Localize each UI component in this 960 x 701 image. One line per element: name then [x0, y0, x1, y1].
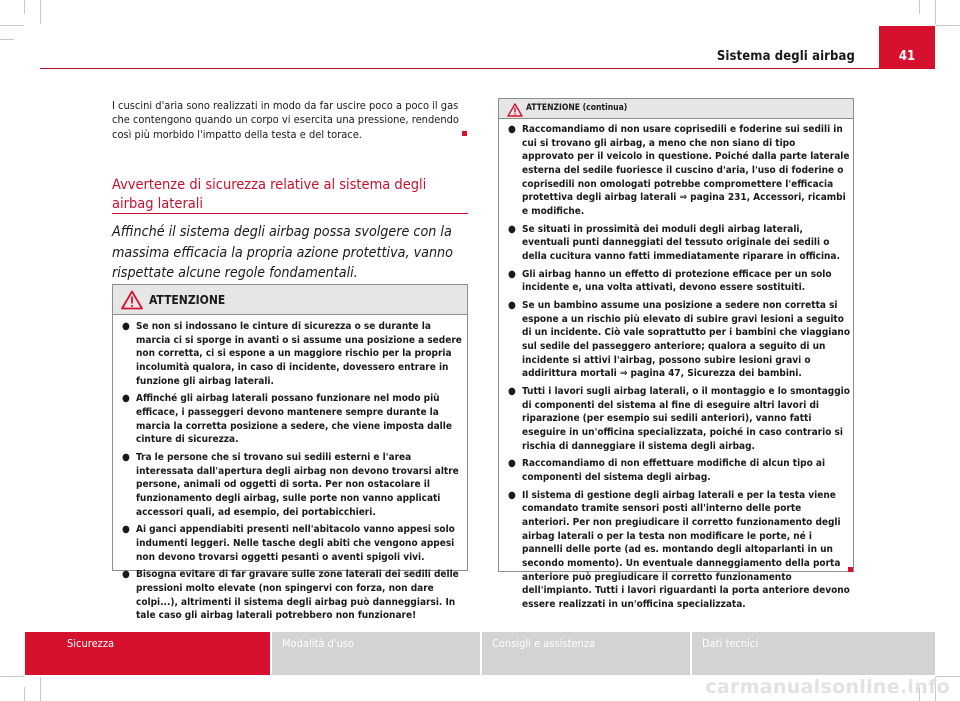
crop-mark: [935, 0, 936, 24]
tab-consigli-e-assistenza[interactable]: [482, 632, 690, 675]
running-header-title: Sistema degli airbag: [716, 49, 855, 64]
section-heading: Avvertenze di sicurezza relative al sistema degli airbag laterali: [112, 177, 427, 212]
end-of-section-marker: [848, 567, 853, 572]
end-of-section-marker: [462, 131, 467, 136]
warning-box-right: [498, 98, 854, 610]
section-heading-rule: [112, 213, 468, 214]
warning-title-continued: ATTENZIONE (continua): [526, 103, 628, 113]
tab-label: Modalità d'uso: [282, 637, 355, 650]
warning-triangle-icon: [507, 102, 523, 121]
warning-item: [120, 523, 462, 564]
warning-item-text: Bisogna evitare di far gravare sulle zone laterali dei sedili delle pressioni molto elevate (non spingervi con forza, non dare colpi...), altrimenti il sistema degli airbag può danneggiarsi. In tale caso gli airbag laterali potrebbero non funzionare!: [136, 569, 459, 622]
warning-item-text: Raccomandiamo di non effettuare modifiche di alcun tipo ai componenti del sistema degli airbag.: [522, 458, 826, 483]
warning-triangle-icon: [121, 290, 143, 314]
bullet-icon: ●: [508, 386, 516, 397]
warning-header-continued: [499, 99, 853, 119]
tab-label: Consigli e assistenza: [492, 637, 596, 650]
warning-item-text: Tra le persone che si trovano sui sedili esterni e l'area interessata dall'apertura degli airbag non devono trovarsi altre persone, animali od oggetti di sorta. Per non ostacolare il funzionamento degli airbag, sulle porte non vanno applicati accessori quali, ad esempio, dei portabicchieri.: [136, 452, 459, 518]
warning-box-left: [112, 284, 468, 622]
bullet-icon: ●: [122, 321, 130, 332]
warning-item-text: Ai ganci appendiabiti presenti nell'abitacolo vanno appesi solo indumenti leggeri. Nelle tasche degli abiti che vengono appesi non devono trovarsi oggetti pesanti o aventi spigoli vivi.: [136, 524, 455, 563]
crop-mark: [40, 677, 41, 701]
bullet-icon: ●: [508, 124, 516, 135]
warning-item: [506, 268, 850, 295]
bullet-icon: ●: [508, 268, 516, 280]
tab-label: Dati tecnici: [702, 637, 759, 650]
lead-paragraph: Affinché il sistema degli airbag possa svolgere con la massima efficacia la propria azione protettiva, vanno rispettate alcune regole fondamentali.: [112, 224, 453, 281]
bullet-icon: ●: [122, 569, 130, 581]
warning-item-text: Gli airbag hanno un effetto di protezione efficace per un solo incidente e, una volta attivati, devono essere sostituiti.: [522, 268, 832, 294]
warning-item: [120, 568, 462, 623]
header-rule: [40, 68, 935, 69]
warning-item: [506, 123, 850, 218]
bullet-icon: ●: [122, 524, 130, 536]
crop-mark: [24, 687, 25, 701]
warning-item: [120, 320, 462, 388]
bullet-icon: ●: [508, 489, 516, 501]
crop-mark: [40, 0, 41, 24]
warning-item: [506, 385, 850, 453]
warning-item-text: Il sistema di gestione degli airbag laterali e per la testa viene comandato tramite sensori posti all'interno delle porte anteriori. Per non pregiudicare il corretto funzionamento degli airbag laterali o per la testa non modificare le porte, né i pannelli delle porte (ad es. montando degli altoparlanti in un secondo momento). Un eventuale danneggiamento della porta anteriore può pregiudicare il corretto funzionamento dell'impianto. Tutti i lavori riguardanti la porta anteriore devono essere realizzati in un'officina specializzata.: [522, 489, 850, 610]
warning-item-text: Raccomandiamo di non usare coprisedili e foderine sui sedili in cui si trovano gli airbag, a meno che non siano di tipo approvato per il veicolo in questione. Poiché dalla parte laterale esterna del sedile fuoriesce il cuscino d'aria, l'uso di foderine o coprisedili non omologati potrebbe compromettere l'efficacia protettiva degli airbag laterali ⇒ pagina 231, Accessori, ricambi e modifiche.: [522, 124, 850, 217]
crop-mark: [0, 25, 24, 26]
warning-item-text: Tutti i lavori sugli airbag laterali, o il montaggio e lo smontaggio di componenti del sistema al fine di eseguire altri lavori di riparazione (per esempio sui sedili anteriori), vanno fatti eseguire in un'officina specializzata, poiché in caso contrario si rischia di danneggiare il sistema degli airbag.: [522, 386, 850, 452]
warning-item: [506, 457, 850, 484]
tab-dati-tecnici[interactable]: [692, 632, 935, 675]
intro-paragraph: I cuscini d'aria sono realizzati in modo da far uscire poco a poco il gas che contengono quando un corpo vi esercita una pressione, rendendo così più morbido l'impatto della testa e del torace.: [112, 99, 459, 141]
tab-modalita-duso[interactable]: [272, 632, 480, 675]
warning-item: [120, 451, 462, 519]
crop-mark: [936, 25, 960, 26]
warning-item: [506, 489, 850, 612]
watermark-text: carmanualsonline.info: [705, 676, 950, 698]
warning-item-text: Se un bambino assume una posizione a sedere non corretta si espone a un rischio più elevato di subire gravi lesioni a seguito di un incidente. Ciò vale soprattutto per i bambini che viaggiano sul sedile del passeggero anteriore; qualora a seguito di un incidente si attivi l'airbag, possono subire lesioni gravi o addirittura mortali ⇒ pagina 47, Sicurezza dei bambini.: [522, 300, 851, 380]
bullet-icon: ●: [508, 458, 516, 470]
crop-mark: [0, 676, 24, 677]
crop-mark: [0, 39, 14, 40]
bullet-icon: ●: [122, 452, 130, 463]
bullet-icon: ●: [508, 300, 516, 312]
bullet-icon: ●: [508, 223, 516, 235]
warning-list-left: [120, 320, 462, 627]
page-number: 41: [898, 49, 916, 64]
tab-sicurezza[interactable]: [25, 632, 270, 675]
warning-header: [113, 285, 467, 315]
crop-mark: [919, 0, 920, 14]
warning-item-text: Affinché gli airbag laterali possano funzionare nel modo più efficace, i passeggeri devono mantenere sempre durante la marcia la corretta posizione a sedere, che viene imposta dalle cinture di sicurezza.: [136, 393, 452, 446]
tab-label: Sicurezza: [67, 637, 115, 650]
warning-item: [120, 392, 462, 447]
warning-item-text: Se situati in prossimità dei moduli degli airbag laterali, eventuali punti danneggiati del tessuto originale dei sedili o della cucitura vanno fatti immediatamente riparare in officina.: [522, 223, 840, 262]
bullet-icon: ●: [122, 393, 130, 405]
warning-item: [506, 223, 850, 264]
warning-item: [506, 299, 850, 381]
warning-item-text: Se non si indossano le cinture di sicurezza o se durante la marcia ci si sporge in avanti o si assume una posizione a sedere non corretta, ci si espone a un maggiore rischio per la propria incolumità qualora, in caso di incidente, dovessero entrare in funzione gli airbag laterali.: [136, 321, 462, 387]
crop-mark: [24, 0, 25, 14]
warning-title: ATTENZIONE: [149, 293, 226, 307]
warning-list-right: [506, 123, 850, 616]
